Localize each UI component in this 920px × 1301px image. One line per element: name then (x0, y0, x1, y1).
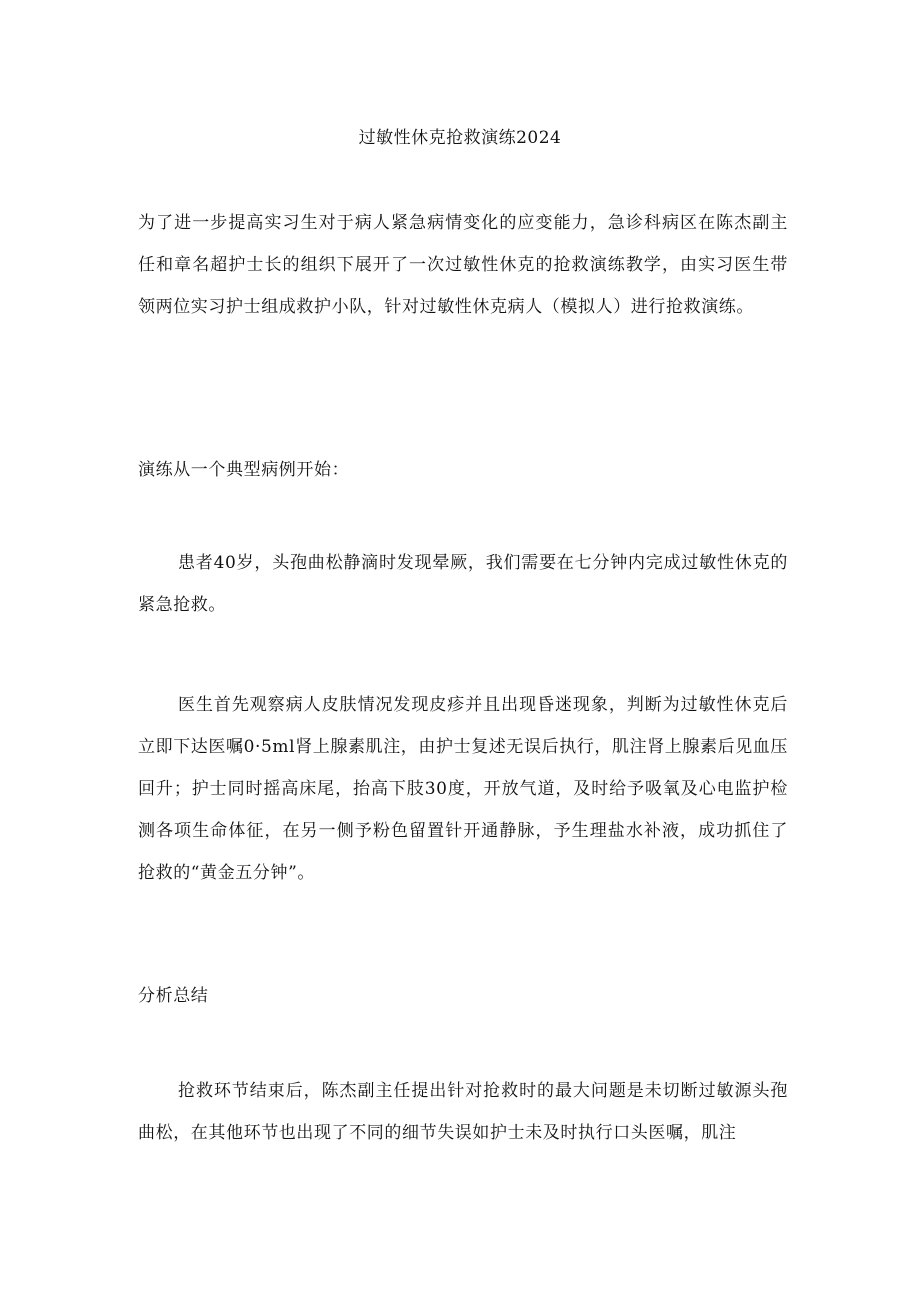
document-title: 过敏性休克抢救演练2024 (358, 128, 562, 148)
case-paragraph: 患者40岁，头孢曲松静滴时发现晕厥，我们需要在七分钟内完成过敏性休克的紧急抢救。 (138, 553, 788, 615)
summary-paragraph: 抢救环节结束后，陈杰副主任提出针对抢救时的最大问题是未切断过敏源头孢曲松，在其他环节也出现了不同的细节失误如护士未及时执行口头医嘱，肌注 (138, 1081, 788, 1143)
intro-paragraph: 为了进一步提高实习生对于病人紧急病情变化的应变能力，急诊科病区在陈杰副主任和章名超护士长的组织下展开了一次过敏性休克的抢救演练教学，由实习医生带领两位实习护士组成救护小队，针对过敏性休克病人（模拟人）进行抢救演练。 (138, 213, 788, 317)
case-intro-line: 演练从一个典型病例开始： (138, 460, 350, 480)
summary-heading: 分析总结 (138, 986, 209, 1006)
procedure-paragraph: 医生首先观察病人皮肤情况发现皮疹并且出现昏迷现象，判断为过敏性休克后立即下达医嘱0·5ml肾上腺素肌注，由护士复述无误后执行，肌注肾上腺素后见血压回升；护士同时摇高床尾，抬高下肢30度，开放气道，及时给予吸氧及心电监护检测各项生命体征，在另一侧予粉色留置针开通静脉，予生理盐水补液，成功抓住了抢救的“黄金五分钟”。 (138, 695, 788, 883)
